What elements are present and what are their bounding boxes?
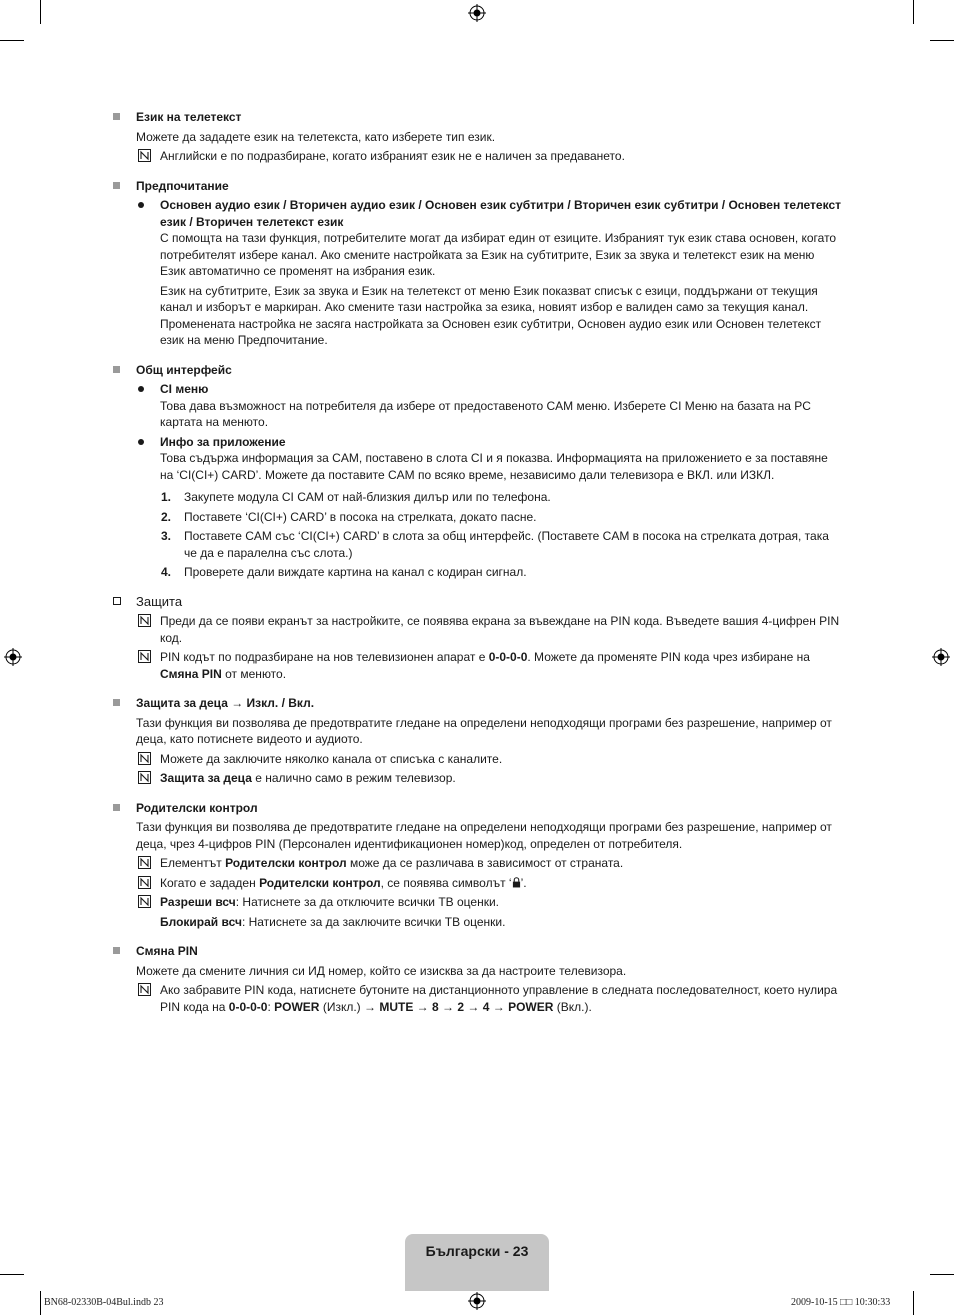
note: Когато е зададен Родителски контрол, се появява символът ‘ ’. [113,875,843,892]
note-icon [138,876,151,889]
numbered-step: 2. Поставете ‘CI(CI+) CARD’ в посока на стрелката, докато пасне. [161,509,537,524]
note: Разреши всч: Натиснете за да отключите всички ТВ оценки. [113,894,843,911]
section-heading: Родителски контрол [113,800,843,817]
footer-datetime: 2009-10-15 □□ 10:30:33 [791,1297,891,1308]
registration-mark-icon [468,1292,486,1310]
paragraph: Тази функция ви позволява де предотвратите гледане на определени неподходящи програми без разрешение, например от деца, чрез 4-цифров PIN (Персонален идентификационен номер)код, определен от потребителя. [136,820,832,851]
note-icon [138,752,151,765]
crop-mark [913,1291,914,1315]
note: PIN кодът по подразбиране на нов телевизионен апарат е 0-0-0-0. Можете да променяте PIN кода чрез избиране на Смяна PIN от менюто. [113,649,843,682]
note-icon [138,856,151,869]
note-icon [138,983,151,996]
crop-mark [40,1291,41,1315]
numbered-step: 3. Поставете CAM със ‘CI(CI+) CARD’ в слота за общ интерфейс. (Поставете CAM в посока на стрелката дотрая, така че да е паралелна със слота.) [161,529,829,560]
registration-mark-icon [4,648,22,666]
crop-mark [40,0,41,24]
square-bullet-icon [113,947,120,954]
crop-mark [913,0,914,24]
paragraph: Можете да зададете език на телетекста, като изберете тип език. [136,129,496,144]
note-icon [138,650,151,663]
round-bullet-icon [138,202,144,208]
page-number-tab [405,1234,549,1291]
crop-mark [0,1274,24,1275]
checkbox-square-icon [113,597,121,605]
crop-mark [930,1274,954,1275]
note: Ако забравите PIN кода, натиснете бутоните на дистанционното управление в следната последователност, което нулира PIN кода на 0-0-0-0: POWER (Изкл.) → MUTE → 8 → 2 → 4 → POWER (Вкл.). [113,982,843,1015]
crop-mark [0,40,24,41]
note-icon [138,895,151,908]
page-label: Български - 23 [425,1243,529,1259]
section-heading: Защита за деца → Изкл. / Вкл. [113,695,843,712]
round-bullet-icon [138,386,144,392]
section-title: Защита [113,594,843,611]
note: Защита за деца е налично само в режим телевизор. [113,770,843,787]
note: Преди да се появи екранът за настройките, се появява екрана за въвеждане на PIN кода. Въведете вашия 4-цифрен PIN код. [113,613,843,646]
document-body [113,109,843,1015]
registration-mark-icon [932,648,950,666]
paragraph: Можете да смените личния си ИД номер, който се изисква за да настроите телевизора. [136,963,627,978]
section-heading: Език на телетекст [113,109,843,126]
square-bullet-icon [113,804,120,811]
paragraph: Език на субтитрите, Език за звука и Език на телетекст от меню Език показват списък с езици, поддържани от текущия канал и изборът е маркиран. Ако смените тази настройка за езика, новият избор е валиден само за текущия канал. Променената настройка не засяга настройката за Основен език субтитри, Основен аудио език или Основен телетекст език на меню Предпочитание. [160,283,822,347]
section-heading: Предпочитание [113,178,843,195]
paragraph: Това съдържа информация за CAM, поставено в слота CI и я показва. Информацията на приложението е за поставяне на ‘CI(CI+) CARD’. Можете да поставите CAM по всяко време, независимо дали телевизора е ВКЛ. или ИЗКЛ. [160,451,828,482]
bullet-item: Инфо за приложение [113,434,843,451]
registration-mark-icon [468,4,486,22]
paragraph: Блокирай всч: Натиснете за да заключите всички ТВ оценки. [160,914,506,929]
square-bullet-icon [113,699,120,706]
numbered-step: 1. Закупете модула CI CAM от най-близкия дилър или по телефона. [161,490,551,504]
footer-file: BN68-02330B-04Bul.indb 23 [44,1297,164,1308]
square-bullet-icon [113,113,120,120]
paragraph: Тази функция ви позволява де предотвратите гледане на определени неподходящи програми без разрешение, например от деца, като потиснете видеото и аудиото. [136,715,832,746]
section-heading: Смяна PIN [113,943,843,960]
note: Можете да заключите няколко канала от списъка с каналите. [113,751,843,768]
note-icon [138,614,151,627]
numbered-step: 4. Проверете дали виждате картина на канал с кодиран сигнал. [161,565,527,579]
bullet-item: Основен аудио език / Вторичен аудио език / Основен език субтитри / Вторичен език субтитри / Основен телетекст език / Вторичен телетекст език [113,197,843,230]
note: Елементът Родителски контрол може да се различава в зависимост от страната. [113,855,843,872]
paragraph: С помощта на тази функция, потребителите могат да избират един от езиците. Избраният тук език става основен, когато потребителят избере канал. Ако смените настройката за Език на субтитрите, Език за звука и телетекст език на меню Език автоматично се променят на избрания език. [160,231,837,278]
note: Английски е по подразбиране, когато избраният език не е наличен за предаването. [113,148,843,165]
note-icon [138,149,151,162]
crop-mark [930,40,954,41]
bullet-item: CI меню [113,381,843,398]
square-bullet-icon [113,366,120,373]
square-bullet-icon [113,182,120,189]
section-heading: Общ интерфейс [113,362,843,379]
round-bullet-icon [138,439,144,445]
paragraph: Това дава възможност на потребителя да избере от предоставеното CAM меню. Изберете CI Меню на базата на PC картата на менюто. [160,398,811,429]
lock-icon [512,877,521,888]
note-icon [138,771,151,784]
